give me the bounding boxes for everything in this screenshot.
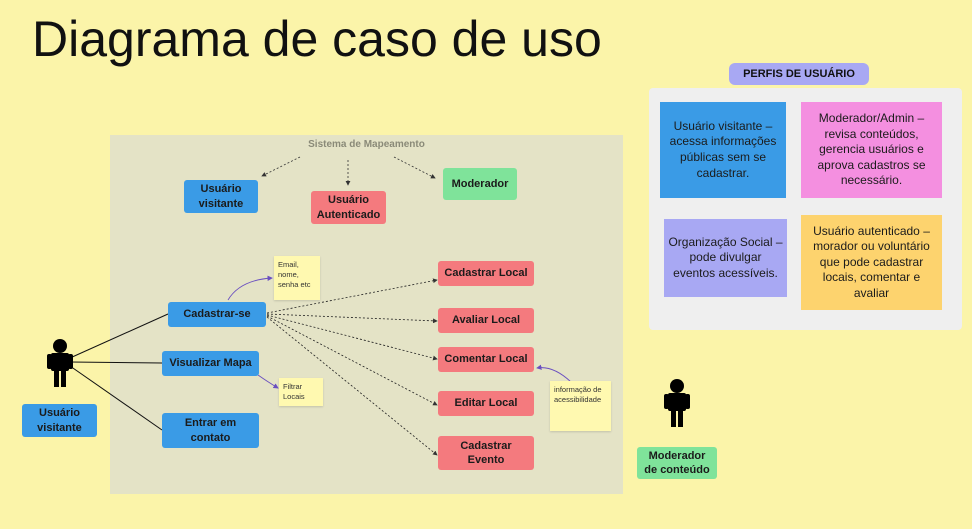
profiles-title: PERFIS DE USUÁRIO (729, 63, 869, 85)
usecase-edit-location[interactable]: Editar Local (438, 391, 534, 416)
usecase-rate-location[interactable]: Avaliar Local (438, 308, 534, 333)
usecase-signup[interactable]: Cadastrar-se (168, 302, 266, 327)
usecase-register-location[interactable]: Cadastrar Local (438, 261, 534, 286)
note-accessibility-info: informação de acessibilidade (550, 381, 611, 431)
role-authenticated[interactable]: Usuário Autenticado (311, 191, 386, 224)
extend-arrows (267, 280, 437, 455)
profile-card-organization: Organização Social – pode divulgar eventos acessíveis. (664, 219, 787, 297)
note-signup-fields: Email, nome, senha etc (274, 256, 320, 300)
role-visitor[interactable]: Usuário visitante (184, 180, 258, 213)
actor-figure-visitor (47, 339, 73, 387)
actor-figure-moderator (664, 379, 690, 427)
system-label: Sistema de Mapeamento (308, 139, 425, 150)
role-arrows (262, 157, 435, 185)
profile-card-moderator: Moderador/Admin – revisa conteúdos, gerencia usuários e aprova cadastros se necessário. (801, 102, 942, 198)
role-moderator[interactable]: Moderador (443, 168, 517, 200)
actor-moderator-label: Moderador de conteúdo (637, 447, 717, 479)
diagram-title: Diagrama de caso de uso (32, 11, 602, 67)
usecase-contact[interactable]: Entrar em contato (162, 413, 259, 448)
profile-card-authenticated: Usuário autenticado – morador ou voluntário que pode cadastrar locais, comentar e avaliar (801, 215, 942, 310)
usecase-view-map[interactable]: Visualizar Mapa (162, 351, 259, 376)
actor-visitor-label: Usuário visitante (22, 404, 97, 437)
profile-card-visitor: Usuário visitante – acessa informações públicas sem se cadastrar. (660, 102, 786, 198)
usecase-comment-location[interactable]: Comentar Local (438, 347, 534, 372)
note-filter-locations: Filtrar Locais (279, 378, 323, 406)
usecase-register-event[interactable]: Cadastrar Evento (438, 436, 534, 470)
